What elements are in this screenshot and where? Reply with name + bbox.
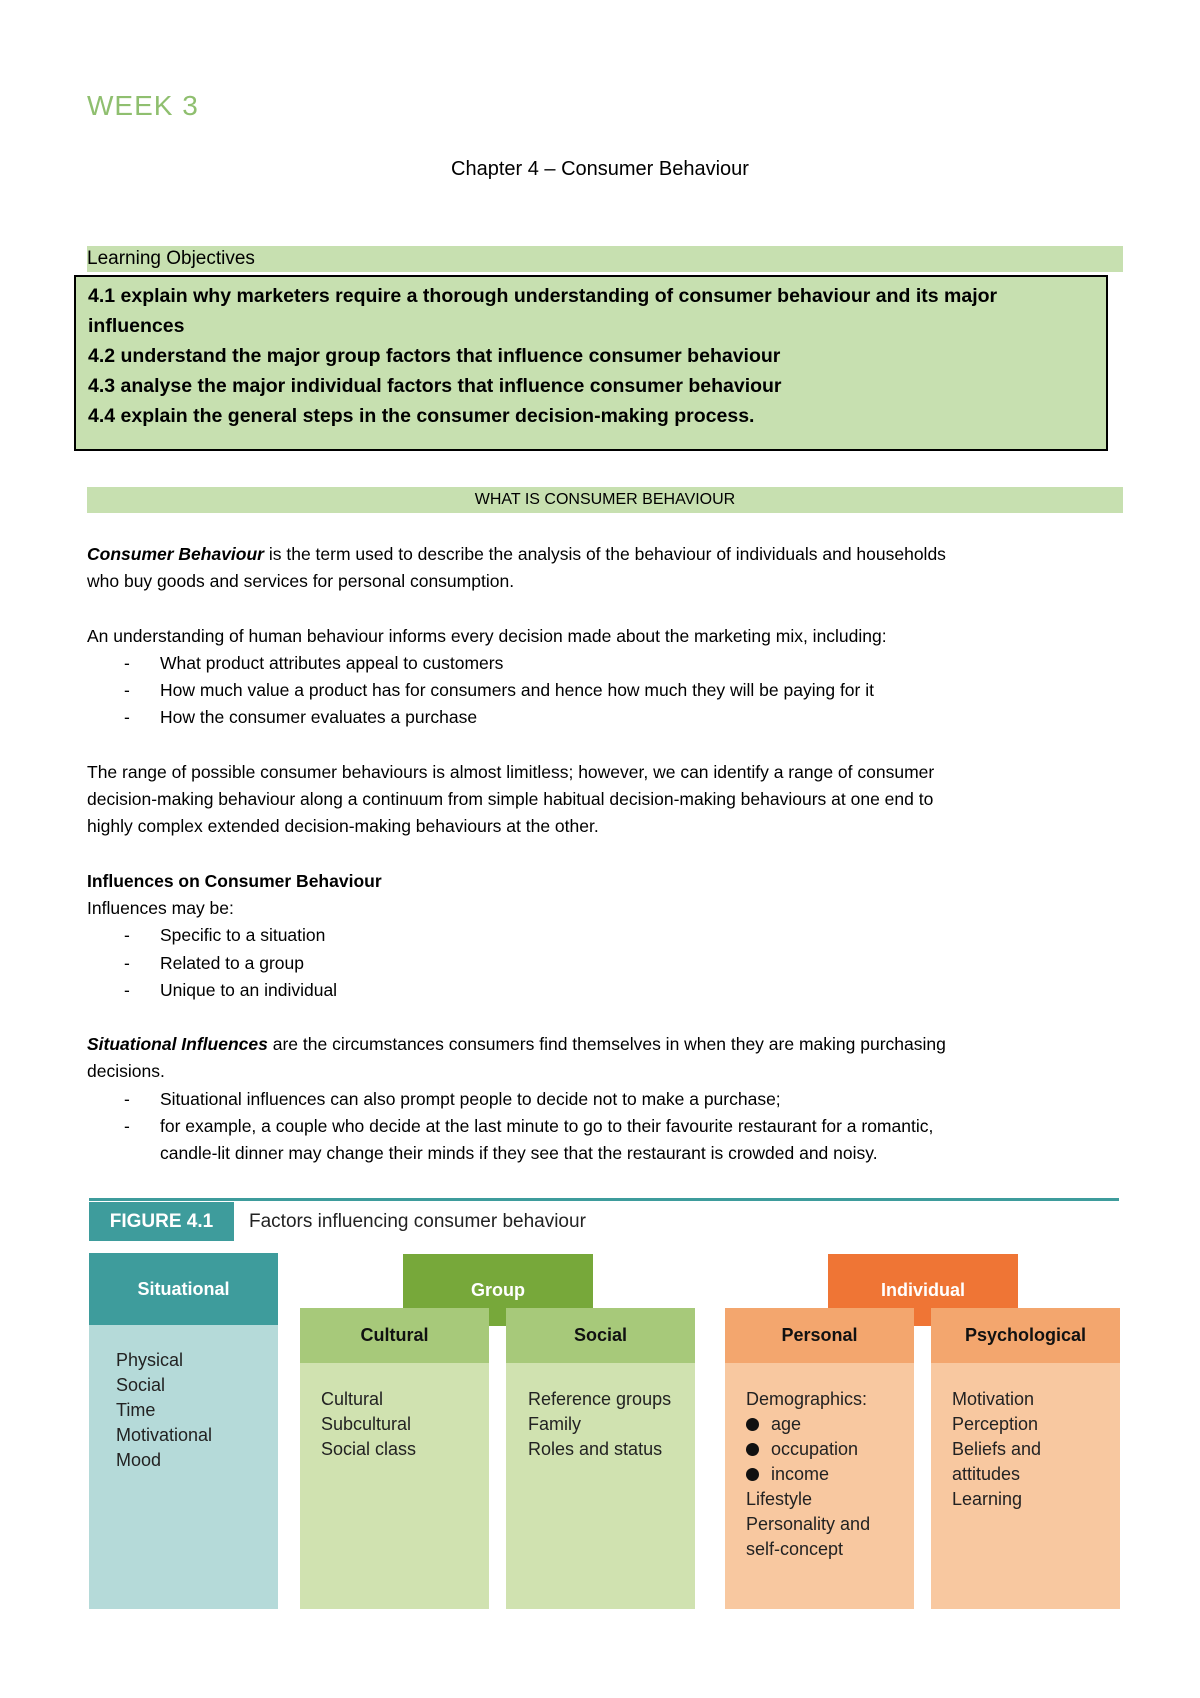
group-header: Group <box>403 1254 593 1326</box>
psychological-header: Psychological <box>931 1308 1120 1363</box>
social-header: Social <box>506 1308 695 1363</box>
objective-line: 4.2 understand the major group factors that influence consumer behaviour <box>88 345 781 367</box>
situational-paragraph: Situational Influences are the circumstances consumers find themselves in when they are making purchasing <box>87 1034 946 1055</box>
figure-top-rule <box>89 1198 1119 1201</box>
list-item-continuation: candle-lit dinner may change their minds if they see that the restaurant is crowded and noisy. <box>160 1143 878 1164</box>
list-item: - Situational influences can also prompt people to decide not to make a purchase; <box>124 1088 781 1109</box>
bullet-dot-icon <box>746 1443 759 1456</box>
individual-header: Individual <box>828 1254 1018 1326</box>
range-paragraph-line: highly complex extended decision-making behaviours at the other. <box>87 816 599 837</box>
range-paragraph-line: decision-making behaviour along a continuum from simple habitual decision-making behaviours at one end to <box>87 789 934 810</box>
psychological-list: Motivation Perception Beliefs and attitudes Learning <box>952 1389 1042 1509</box>
week-label: WEEK 3 <box>87 90 199 121</box>
bullet-dot-icon <box>746 1418 759 1431</box>
figure-tag: FIGURE 4.1 <box>89 1202 234 1241</box>
list-item: - for example, a couple who decide at the last minute to go to their favourite restaurant for a romantic, <box>124 1116 934 1137</box>
personal-list: Demographics: age occupation income Lifestyle Personality and self-concept <box>746 1389 871 1559</box>
cultural-header: Cultural <box>300 1308 489 1363</box>
personal-header: Personal <box>725 1308 914 1363</box>
influences-heading: Influences on Consumer Behaviour <box>87 870 382 891</box>
marketing-mix-intro: An understanding of human behaviour informs every decision made about the marketing mix, including: <box>87 625 887 646</box>
definition-paragraph: Consumer Behaviour is the term used to describe the analysis of the behaviour of individuals and households <box>87 544 946 564</box>
list-item: - How the consumer evaluates a purchase <box>124 707 478 728</box>
situational-header: Situational <box>89 1253 278 1325</box>
situational-line: decisions. <box>87 1061 165 1082</box>
learning-objectives-heading: Learning Objectives <box>87 246 1123 272</box>
chapter-title: Chapter 4 – Consumer Behaviour <box>451 158 749 180</box>
cultural-list: Cultural Subcultural Social class <box>321 1389 417 1459</box>
objective-line: 4.3 analyse the major individual factors that influence consumer behaviour <box>88 375 782 397</box>
objective-line: influences <box>88 315 185 337</box>
list-item: - Specific to a situation <box>124 925 326 946</box>
influences-intro: Influences may be: <box>87 897 234 918</box>
learning-objectives-box <box>74 275 1108 451</box>
figure-caption: Factors influencing consumer behaviour <box>249 1211 586 1232</box>
objective-line: 4.1 explain why marketers require a thorough understanding of consumer behaviour and its major <box>88 285 998 307</box>
list-item: - What product attributes appeal to customers <box>124 652 504 673</box>
situational-list: Physical Social Time Motivational Mood <box>116 1350 213 1470</box>
objective-line: 4.4 explain the general steps in the consumer decision-making process. <box>88 405 755 427</box>
list-item: - How much value a product has for consumers and hence how much they will be paying for it <box>124 680 874 701</box>
definition-line: who buy goods and services for personal consumption. <box>87 571 515 592</box>
list-item: - Related to a group <box>124 952 304 973</box>
social-list: Reference groups Family Roles and status <box>528 1389 672 1459</box>
situational-term: Situational Influences <box>87 1034 268 1055</box>
bullet-dot-icon <box>746 1468 759 1481</box>
section-heading: WHAT IS CONSUMER BEHAVIOUR <box>87 487 1123 513</box>
definition-term: Consumer Behaviour <box>87 544 264 564</box>
range-paragraph-line: The range of possible consumer behaviours is almost limitless; however, we can identify a range of consumer <box>87 761 935 782</box>
body-text <box>87 541 1137 1168</box>
list-item: - Unique to an individual <box>124 979 338 1000</box>
